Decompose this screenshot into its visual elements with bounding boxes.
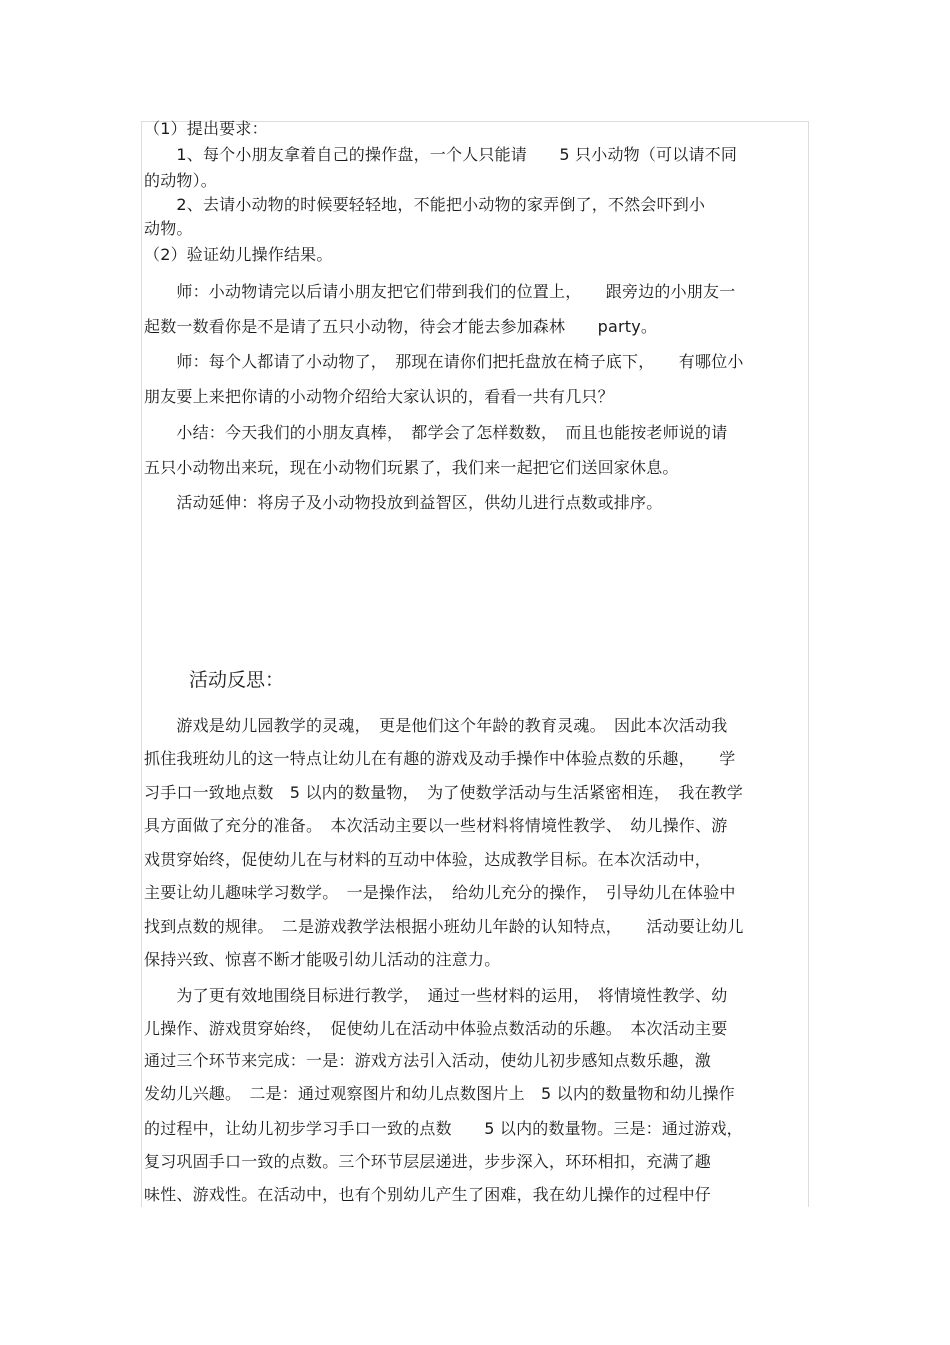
text-line: 复习巩固手口一致的点数。三个环节层层递进，步步深入，环环相扣，充满了趣 [144,1152,712,1171]
text-line: 的过程中，让幼儿初步学习手口一致的点数 5 以内的数量物。三是：通过游戏， [144,1119,743,1138]
text-line: 主要让幼儿趣味学习数学。 一是操作法， 给幼儿充分的操作， 引导幼儿在体验中 [144,883,736,902]
text-line: 通过三个环节来完成：一是：游戏方法引入活动，使幼儿初步感知点数乐趣，激 [144,1051,712,1070]
text-line: 抓住我班幼儿的这一特点让幼儿在有趣的游戏及动手操作中体验点数的乐趣， 学 [144,749,736,768]
reflection-title: 活动反思： [189,669,285,691]
text-line: 2、去请小动物的时候要轻轻地，不能把小动物的家弄倒了，不然会吓到小 [144,195,706,214]
text-line: 习手口一致地点数 5 以内的数量物， 为了使数学活动与生活紧密相连， 我在教学 [144,783,744,802]
text-line: 游戏是幼儿园教学的灵魂， 更是他们这个年龄的教育灵魂。 因此本次活动我 [144,716,728,735]
text-line: 为了更有效地围绕目标进行教学， 通过一些材料的运用， 将情境性教学、幼 [144,986,728,1005]
text-line: 1、每个小朋友拿着自己的操作盘，一个人只能请 5 只小动物（可以请不同 [144,145,738,164]
text-line: 师：小动物请完以后请小朋友把它们带到我们的位置上， 跟旁边的小朋友一 [144,282,736,301]
text-line: 味性、游戏性。在活动中，也有个别幼儿产生了困难，我在幼儿操作的过程中仔 [144,1185,712,1204]
text-line: 找到点数的规律。 二是游戏教学法根据小班幼儿年龄的认知特点， 活动要让幼儿 [144,917,744,936]
text-line: 戏贯穿始终，促使幼儿在与材料的互动中体验，达成教学目标。在本次活动中， [144,850,712,869]
text-line: 的动物）。 [144,171,218,190]
text-line: （1）提出要求： [144,119,268,138]
text-line: 朋友要上来把你请的小动物介绍给大家认识的，看看一共有几只？ [144,387,614,406]
text-line: 起数一数看你是不是请了五只小动物，待会才能去参加森林 party。 [144,317,658,336]
text-line: （2）验证幼儿操作结果。 [144,245,333,264]
text-line: 保持兴致、惊喜不断才能吸引幼儿活动的注意力。 [144,950,501,969]
text-line: 活动延伸：将房子及小动物投放到益智区，供幼儿进行点数或排序。 [144,493,663,512]
text-line: 儿操作、游戏贯穿始终， 促使幼儿在活动中体验点数活动的乐趣。 本次活动主要 [144,1019,728,1038]
text-line: 师：每个人都请了小动物了， 那现在请你们把托盘放在椅子底下， 有哪位小 [144,352,744,371]
text-line: 发幼儿兴趣。 二是：通过观察图片和幼儿点数图片上 5 以内的数量物和幼儿操作 [144,1084,735,1103]
text-line: 小结：今天我们的小朋友真棒， 都学会了怎样数数， 而且也能按老师说的请 [144,423,728,442]
text-line: 五只小动物出来玩，现在小动物们玩累了，我们来一起把它们送回家休息。 [144,458,679,477]
text-line: 动物。 [144,219,193,238]
text-line: 具方面做了充分的准备。 本次活动主要以一些材料将情境性教学、 幼儿操作、游 [144,816,728,835]
